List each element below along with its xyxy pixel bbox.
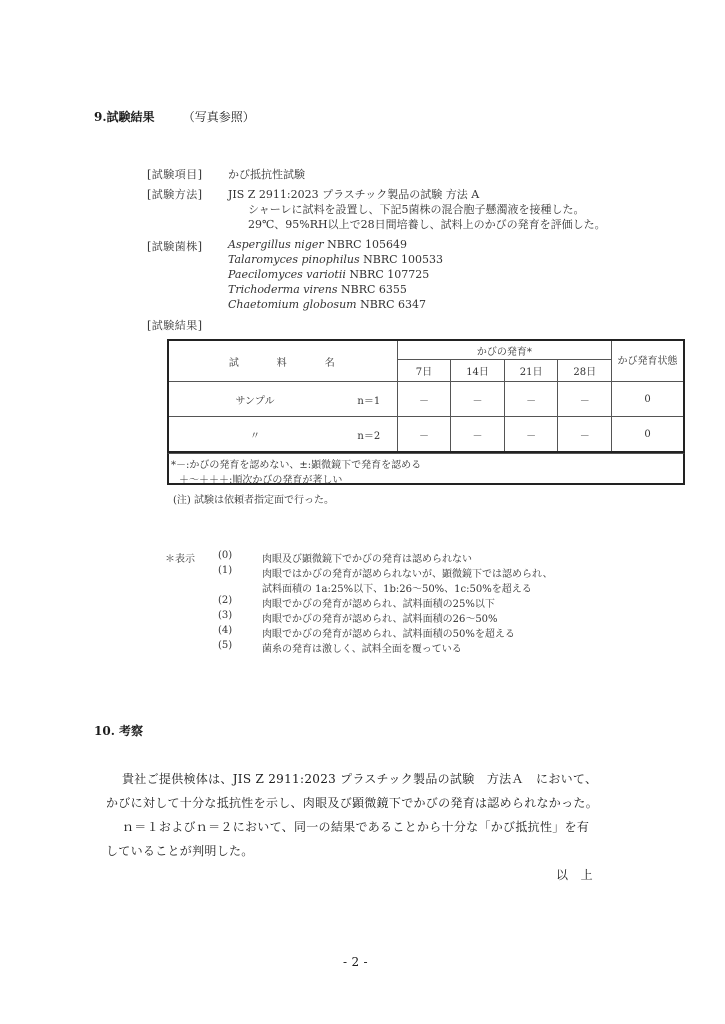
legend-code: (4) [218, 625, 233, 636]
table-note [167, 453, 685, 485]
test-strain-label: [試験菌株] [147, 240, 203, 253]
section9-heading-text: 9.試験結果 [94, 110, 155, 124]
result-cell: － [397, 382, 451, 417]
page-number: - 2 - [343, 955, 368, 969]
legend-text: 菌糸の発育は激しく、試料全面を覆っている [262, 644, 462, 655]
strain-item [228, 238, 407, 251]
strain-name: Trichoderma virens [228, 283, 338, 296]
legend-text: 肉眼ではかびの発育が認められないが、顕微鏡下では認められ、 [262, 569, 553, 580]
legend-code: (0) [218, 550, 233, 561]
sample-name: 〃 [168, 417, 341, 453]
discussion-line: していることが判明した。 [106, 844, 254, 858]
strain-code: NBRC 6347 [360, 298, 426, 311]
footnote: (注) 試験は依頼者指定面で行った。 [173, 495, 334, 506]
strain-item [228, 298, 426, 311]
test-item-value: かび抵抗性試験 [228, 168, 305, 181]
legend-text: 肉眼でかびの発育が認められ、試料面積の50%を超える [262, 629, 515, 640]
result-cell: － [504, 417, 558, 453]
closing-mark: 以 上 [556, 868, 593, 882]
section9-heading [94, 108, 255, 125]
legend-code: (2) [218, 595, 233, 606]
legend-code: (3) [218, 610, 233, 621]
table-row [168, 417, 684, 453]
state-cell: 0 [612, 382, 684, 417]
result-cell: － [558, 382, 612, 417]
strain-code: NBRC 6355 [341, 283, 407, 296]
day-header: 14日 [451, 360, 505, 382]
col-sample-header: 試 料 名 [168, 340, 397, 382]
result-cell: － [504, 382, 558, 417]
strain-code: NBRC 105649 [327, 238, 408, 251]
legend-code: (5) [218, 640, 233, 651]
strain-item [228, 268, 429, 281]
test-method-label: [試験方法] [147, 188, 203, 201]
table-row [168, 382, 684, 417]
result-cell: － [558, 417, 612, 453]
strain-name: Aspergillus niger [228, 238, 324, 251]
table-note-line: *－:かびの発育を認めない、±:顕微鏡下で発育を認める [171, 460, 422, 471]
test-item-label: [試験項目] [147, 168, 203, 181]
state-cell: 0 [612, 417, 684, 453]
test-method-line: JIS Z 2911:2023 プラスチック製品の試験 方法 A [228, 188, 480, 201]
day-header: 7日 [397, 360, 451, 382]
table-note-line: ＋～＋＋＋:順次かびの発育が著しい [179, 475, 343, 486]
legend-text: 試料面積の 1a:25%以下、1b:26～50%、1c:50%を超える [262, 584, 532, 595]
sample-n: n＝2 [341, 417, 397, 453]
section9-heading-note: （写真参照） [182, 110, 255, 124]
result-cell: － [451, 382, 505, 417]
sample-name: サンプル [168, 382, 341, 417]
test-method-line: 29℃、95%RH以上で28日間培養し、試料上のかびの発育を評価した。 [248, 218, 606, 231]
discussion-line: 貴社ご提供検体は、JIS Z 2911:2023 プラスチック製品の試験 方法Ａ において、 [122, 772, 598, 786]
strain-code: NBRC 100533 [363, 253, 444, 266]
strain-item [228, 283, 407, 296]
col-state-header: かび発育状態 [612, 340, 684, 382]
strain-name: Talaromyces pinophilus [228, 253, 360, 266]
discussion-line: かびに対して十分な抵抗性を示し、肉眼及び顕微鏡下でかびの発育は認められなかった。 [106, 796, 599, 810]
strain-item [228, 253, 443, 266]
result-cell: － [451, 417, 505, 453]
legend-text: 肉眼でかびの発育が認められ、試料面積の26～50% [262, 614, 498, 625]
strain-name: Chaetomium globosum [228, 298, 357, 311]
strain-code: NBRC 107725 [349, 268, 430, 281]
result-table [167, 339, 685, 453]
discussion-line: ｎ＝１およびｎ＝２において、同一の結果であることから十分な「かび抵抗性」を有 [122, 820, 590, 834]
test-method-line: シャーレに試料を設置し、下記5菌株の混合胞子懸濁液を接種した。 [248, 203, 585, 216]
sample-n: n＝1 [341, 382, 397, 417]
legend-title: ＊表示 [165, 554, 195, 565]
day-header: 21日 [504, 360, 558, 382]
legend-code: (1) [218, 565, 233, 576]
test-result-label: [試験結果] [147, 319, 203, 332]
result-cell: － [397, 417, 451, 453]
strain-name: Paecilomyces variotii [228, 268, 346, 281]
col-growth-header: かびの発育* [397, 340, 611, 360]
section10-heading: 10. 考察 [94, 724, 144, 738]
day-header: 28日 [558, 360, 612, 382]
legend-text: 肉眼及び顕微鏡下でかびの発育は認められない [262, 554, 472, 565]
legend-text: 肉眼でかびの発育が認められ、試料面積の25%以下 [262, 599, 495, 610]
